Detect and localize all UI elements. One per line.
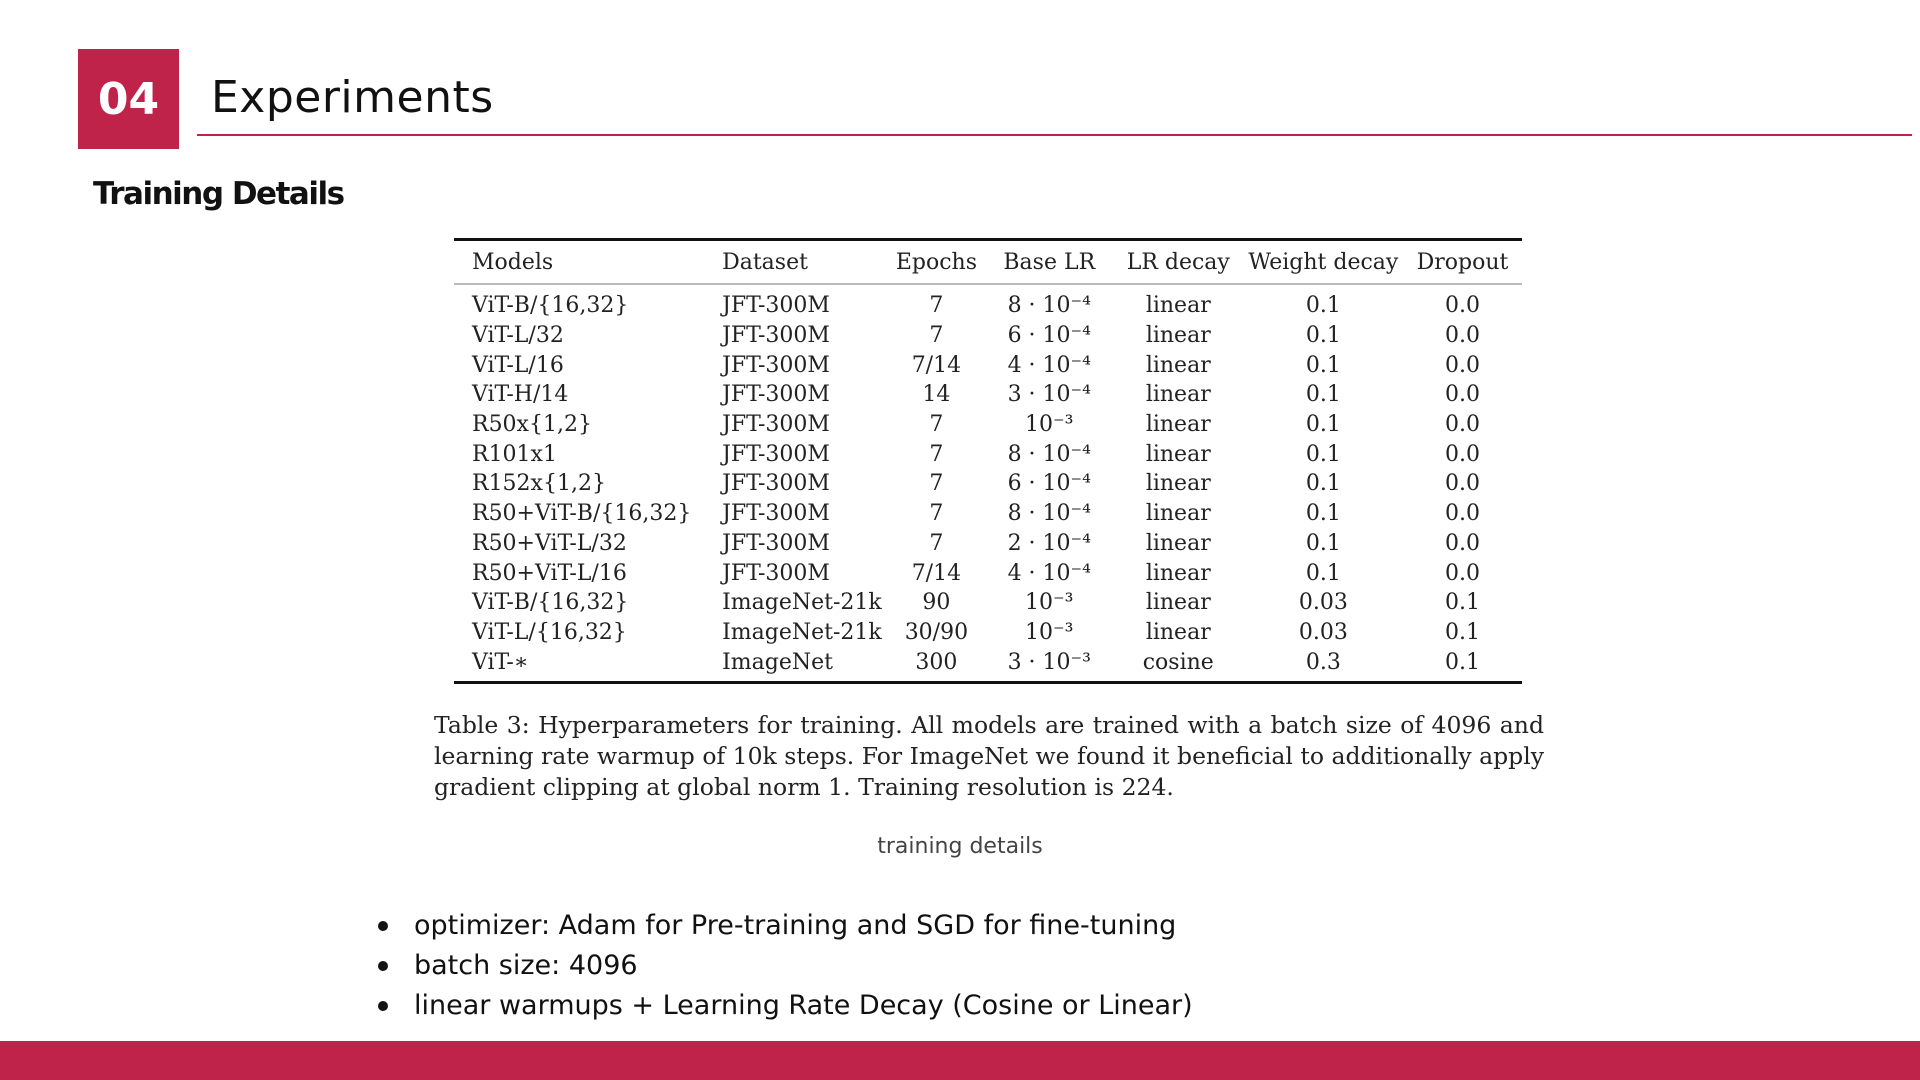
- table-row: [454, 469, 1522, 499]
- cell-lr-decay: linear: [1145, 441, 1211, 467]
- hyperparameter-table-figure: [454, 238, 1522, 684]
- cell-epochs: 7: [929, 530, 944, 556]
- cell-epochs: 7: [929, 501, 944, 527]
- cell-dataset: JFT-300M: [722, 471, 830, 497]
- cell-dataset: ImageNet-21k: [722, 619, 882, 645]
- cell-model: ViT-B/{16,32}: [472, 590, 629, 616]
- bullet-item: [372, 946, 1193, 986]
- table-body: [454, 284, 1522, 682]
- cell-weight-decay: 0.1: [1305, 352, 1341, 378]
- cell-model: R152x{1,2}: [472, 471, 606, 497]
- cell-epochs: 7/14: [911, 560, 962, 586]
- table-row: [454, 439, 1522, 469]
- section-number: 04: [97, 73, 160, 125]
- cell-base-lr: 8 · 10⁻⁴: [1007, 501, 1091, 527]
- table-caption: Table 3: Hyperparameters for training. All models are trained with a batch size of 4096 and learning rate warmup of 10k steps. For ImageNet we found it beneficial to additionally apply gradient clipping at global norm 1. Training resolution is 224.: [434, 711, 1544, 801]
- cell-model: ViT-L/{16,32}: [472, 619, 627, 645]
- cell-dropout: 0.0: [1445, 382, 1480, 408]
- table-row: [454, 647, 1522, 682]
- cell-lr-decay: linear: [1145, 501, 1211, 527]
- cell-model: ViT-B/{16,32}: [472, 293, 629, 319]
- cell-base-lr: 10⁻³: [1025, 412, 1074, 438]
- cell-epochs: 7: [929, 471, 944, 497]
- cell-dataset: JFT-300M: [722, 501, 830, 527]
- cell-dataset: JFT-300M: [722, 382, 830, 408]
- column-header-base-lr: Base LR: [986, 240, 1113, 285]
- table-row: [454, 350, 1522, 380]
- column-header-dropout: Dropout: [1403, 240, 1522, 285]
- cell-epochs: 7: [929, 323, 944, 349]
- section-number-badge: [78, 49, 179, 149]
- table-row: [454, 380, 1522, 410]
- bullet-text: linear warmups + Learning Rate Decay (Cosine or Linear): [414, 990, 1193, 1021]
- column-header-models: Models: [454, 240, 718, 285]
- cell-weight-decay: 0.3: [1305, 649, 1341, 675]
- cell-dropout: 0.1: [1445, 590, 1480, 616]
- cell-epochs: 7: [929, 441, 944, 467]
- cell-base-lr: 3 · 10⁻⁴: [1007, 382, 1091, 408]
- bullet-icon: [378, 1001, 388, 1011]
- cell-dropout: 0.0: [1445, 441, 1480, 467]
- cell-model: R50x{1,2}: [472, 412, 592, 438]
- cell-dataset: JFT-300M: [722, 560, 830, 586]
- cell-dropout: 0.0: [1445, 412, 1480, 438]
- figure-label: training details: [877, 834, 1043, 859]
- cell-weight-decay: 0.1: [1305, 412, 1341, 438]
- cell-weight-decay: 0.1: [1305, 323, 1341, 349]
- cell-dropout: 0.0: [1445, 530, 1480, 556]
- cell-model: R101x1: [472, 441, 557, 467]
- cell-epochs: 300: [915, 649, 958, 675]
- cell-epochs: 7/14: [911, 352, 962, 378]
- cell-model: R50+ViT-L/32: [472, 530, 627, 556]
- cell-model: ViT-L/16: [472, 352, 564, 378]
- cell-lr-decay: linear: [1145, 619, 1211, 645]
- cell-base-lr: 6 · 10⁻⁴: [1007, 471, 1091, 497]
- cell-model: ViT-H/14: [472, 382, 569, 408]
- cell-lr-decay: linear: [1145, 293, 1211, 319]
- cell-dropout: 0.0: [1445, 293, 1480, 319]
- cell-weight-decay: 0.1: [1305, 293, 1341, 319]
- cell-model: R50+ViT-B/{16,32}: [472, 501, 692, 527]
- bullet-list: [372, 906, 1193, 1026]
- cell-base-lr: 3 · 10⁻³: [1007, 649, 1091, 675]
- cell-model: R50+ViT-L/16: [472, 560, 627, 586]
- bullet-icon: [378, 961, 388, 971]
- cell-model: ViT-∗: [472, 649, 529, 675]
- section-title: Experiments: [211, 72, 494, 123]
- cell-model: ViT-L/32: [472, 323, 564, 349]
- slide-subtitle: Training Details: [93, 176, 344, 212]
- cell-dropout: 0.0: [1445, 352, 1480, 378]
- cell-lr-decay: linear: [1145, 382, 1211, 408]
- table-header-row: [454, 240, 1522, 285]
- cell-lr-decay: linear: [1145, 590, 1211, 616]
- cell-lr-decay: linear: [1145, 560, 1211, 586]
- cell-weight-decay: 0.1: [1305, 441, 1341, 467]
- column-header-dataset: Dataset: [718, 240, 887, 285]
- cell-dropout: 0.0: [1445, 323, 1480, 349]
- cell-dataset: JFT-300M: [722, 323, 830, 349]
- table-row: [454, 618, 1522, 648]
- cell-base-lr: 4 · 10⁻⁴: [1007, 560, 1091, 586]
- cell-weight-decay: 0.03: [1298, 619, 1348, 645]
- cell-dataset: JFT-300M: [722, 412, 830, 438]
- table-row: [454, 588, 1522, 618]
- bullet-text: optimizer: Adam for Pre-training and SGD for fine-tuning: [414, 910, 1177, 941]
- cell-dataset: JFT-300M: [722, 441, 830, 467]
- column-header-lr-decay: LR decay: [1113, 240, 1244, 285]
- table-row: [454, 321, 1522, 351]
- cell-dataset: JFT-300M: [722, 352, 830, 378]
- cell-lr-decay: linear: [1145, 471, 1211, 497]
- cell-epochs: 30/90: [904, 619, 969, 645]
- table-row: [454, 284, 1522, 321]
- cell-weight-decay: 0.03: [1298, 590, 1348, 616]
- title-divider: [197, 134, 1912, 136]
- cell-base-lr: 10⁻³: [1025, 590, 1074, 616]
- cell-dataset: JFT-300M: [722, 293, 830, 319]
- cell-base-lr: 6 · 10⁻⁴: [1007, 323, 1091, 349]
- cell-epochs: 7: [929, 293, 944, 319]
- cell-base-lr: 2 · 10⁻⁴: [1007, 530, 1091, 556]
- cell-lr-decay: linear: [1145, 323, 1211, 349]
- cell-base-lr: 4 · 10⁻⁴: [1007, 352, 1091, 378]
- cell-lr-decay: linear: [1145, 352, 1211, 378]
- table-row: [454, 410, 1522, 440]
- bullet-text: batch size: 4096: [414, 950, 638, 981]
- table-row: [454, 499, 1522, 529]
- cell-dropout: 0.0: [1445, 501, 1480, 527]
- cell-dropout: 0.0: [1445, 471, 1480, 497]
- cell-base-lr: 8 · 10⁻⁴: [1007, 293, 1091, 319]
- table-row: [454, 558, 1522, 588]
- cell-epochs: 7: [929, 412, 944, 438]
- footer-bar: [0, 1041, 1920, 1080]
- cell-base-lr: 8 · 10⁻⁴: [1007, 441, 1091, 467]
- table-row: [454, 529, 1522, 559]
- cell-dropout: 0.1: [1445, 649, 1480, 675]
- cell-dataset: ImageNet-21k: [722, 590, 882, 616]
- bullet-item: [372, 986, 1193, 1026]
- column-header-epochs: Epochs: [887, 240, 986, 285]
- cell-epochs: 14: [922, 382, 951, 408]
- cell-weight-decay: 0.1: [1305, 501, 1341, 527]
- cell-lr-decay: linear: [1145, 530, 1211, 556]
- bullet-item: [372, 906, 1193, 946]
- cell-dropout: 0.1: [1445, 619, 1480, 645]
- cell-dropout: 0.0: [1445, 560, 1480, 586]
- cell-epochs: 90: [922, 590, 951, 616]
- cell-dataset: ImageNet: [722, 649, 833, 675]
- cell-base-lr: 10⁻³: [1025, 619, 1074, 645]
- cell-weight-decay: 0.1: [1305, 530, 1341, 556]
- cell-weight-decay: 0.1: [1305, 560, 1341, 586]
- cell-lr-decay: cosine: [1142, 649, 1214, 675]
- cell-lr-decay: linear: [1145, 412, 1211, 438]
- column-header-weight-decay: Weight decay: [1244, 240, 1403, 285]
- cell-weight-decay: 0.1: [1305, 471, 1341, 497]
- cell-weight-decay: 0.1: [1305, 382, 1341, 408]
- bullet-icon: [378, 921, 388, 931]
- hyperparameter-table: [454, 238, 1522, 684]
- cell-dataset: JFT-300M: [722, 530, 830, 556]
